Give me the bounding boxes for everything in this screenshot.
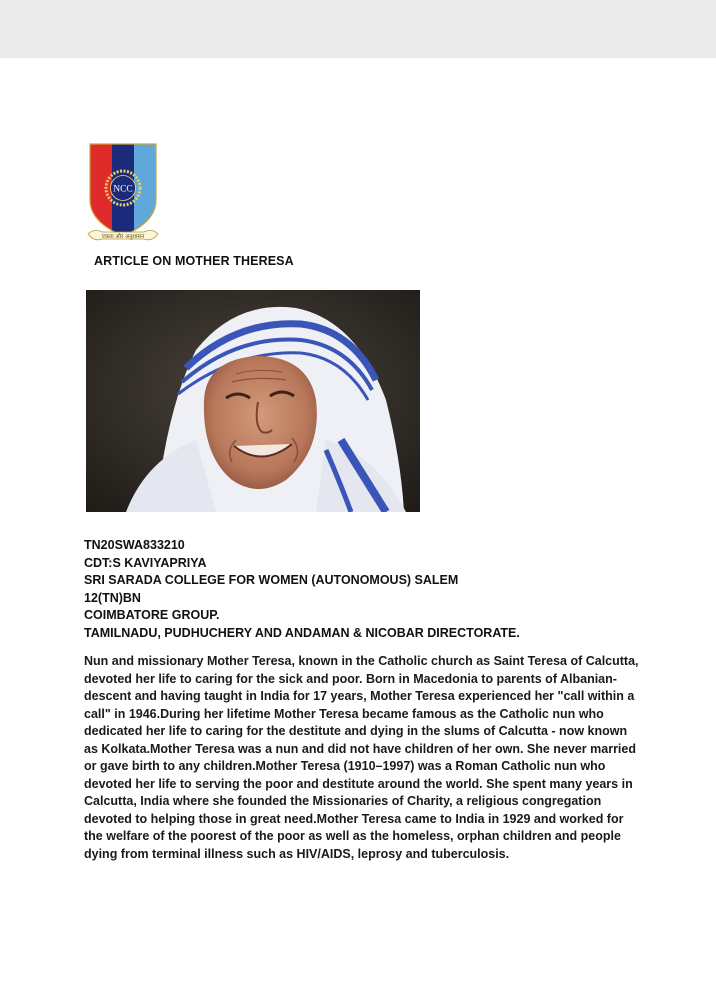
ncc-emblem-logo xyxy=(84,142,162,250)
article-paragraph: Nun and missionary Mother Teresa, known in the Catholic church as Saint Teresa of Calcutta, devoted her life to caring for the sick and poor. Born in Macedonia to parents of Albanian-descent and having taught in India for 17 years, Mother Teresa experienced her "call within a call" in 1946.During her lifetime Mother Teresa became famous as the Catholic nun who dedicated her life to caring for the destitute and dying in the slums of Calcutta - now known as Kolkata.Mother Teresa was a nun and did not have children of her own. She never married or gave birth to any children.Mother Teresa (1910–1997) was a Roman Catholic nun who devoted her life to serving the poor and destitute around the world. She spent many years in Calcutta, India where she founded the Missionaries of Charity, a religious congregation devoted to helping those in great need.Mother Teresa came to India in 1929 and worked for the welfare of the poorest of the poor as well as the homeless, orphan children and people dying from terminal illness such as HIV/AIDS, leprosy and tuberculosis. xyxy=(84,654,639,861)
group-name: COIMBATORE GROUP. xyxy=(84,608,220,623)
emblem-motto: एकता और अनुशासन xyxy=(101,234,145,240)
cadet-name: CDT:S KAVIYAPRIYA xyxy=(84,555,207,570)
battalion: 12(TN)BN xyxy=(84,590,141,605)
emblem-ncc-text: NCC xyxy=(113,184,133,195)
cadet-info xyxy=(84,537,520,643)
cadet-id: TN20SWA833210 xyxy=(84,538,185,552)
article-body xyxy=(84,653,640,863)
article-title: ARTICLE ON MOTHER THERESA xyxy=(94,254,294,268)
directorate-name: TAMILNADU, PUDHUCHERY AND ANDAMAN & NICOBAR DIRECTORATE. xyxy=(84,625,520,640)
college-name: SRI SARADA COLLEGE FOR WOMEN (AUTONOMOUS) SALEM xyxy=(84,573,459,588)
top-toolbar xyxy=(0,0,716,58)
portrait-photo xyxy=(86,290,420,512)
